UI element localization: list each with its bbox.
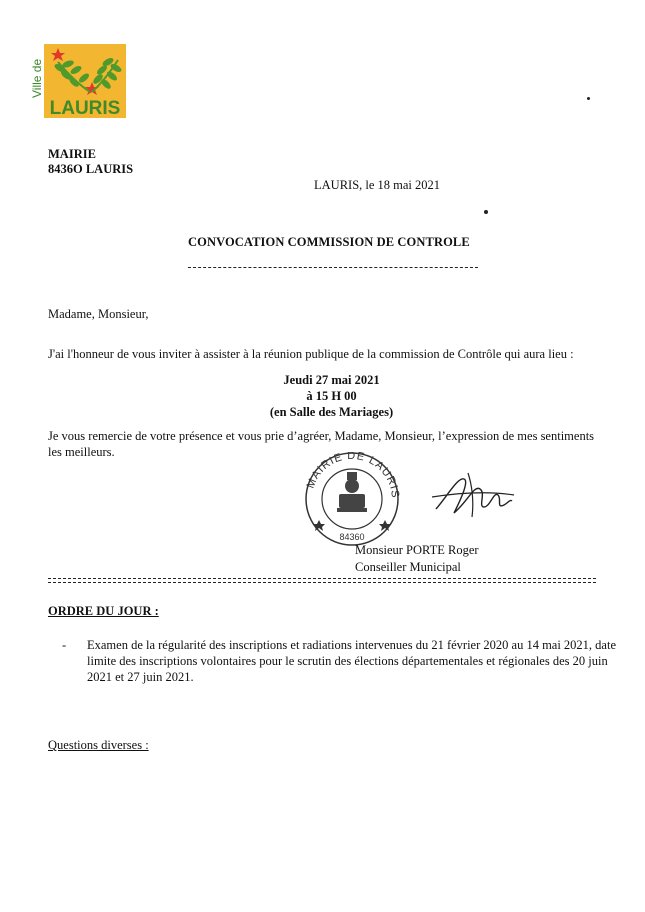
meeting-time: à 15 H 00	[306, 389, 357, 403]
meeting-day: Jeudi 27 mai 2021	[283, 373, 380, 387]
misc-questions: Questions diverses :	[48, 738, 149, 752]
greeting: Madame, Monsieur,	[48, 307, 149, 321]
handwritten-signature	[428, 465, 518, 525]
emblem-icon	[337, 472, 367, 512]
invitation-text: J'ai l'honneur de vous inviter à assister à la réunion publique de la commission de Contrôle qui aura lieu :	[48, 347, 574, 361]
divider	[48, 578, 596, 583]
town-logo	[30, 42, 130, 120]
logo-name: LAURIS	[49, 98, 121, 119]
list-bullet: -	[62, 638, 67, 652]
official-stamp	[297, 452, 407, 547]
agenda-item: Examen de la régularité des inscriptions et radiations intervenues du 21 février 2020 au 14 mai 2021, date limite des inscriptions volontaires pour le scrutin des élections départementales et régionales des 20 juin 2021 et 27 juin 2021.	[87, 638, 617, 684]
agenda-title: ORDRE DU JOUR :	[48, 604, 159, 618]
scan-speck	[484, 210, 488, 214]
signatory-name: Monsieur PORTE Roger	[355, 543, 479, 557]
sender-line: 8436O LAURIS	[48, 162, 134, 176]
sender-address	[48, 147, 133, 177]
logo-small-text: Ville de	[30, 58, 44, 98]
star-icon	[379, 520, 391, 531]
signatory-block	[355, 542, 479, 576]
agenda-list	[62, 637, 622, 685]
signatory-role: Conseiller Municipal	[355, 560, 461, 574]
meeting-place: (en Salle des Mariages)	[269, 405, 394, 419]
date-line: LAURIS, le 18 mai 2021	[314, 178, 441, 192]
document-title: CONVOCATION COMMISSION DE CONTROLE	[188, 235, 470, 249]
meeting-details	[0, 372, 645, 420]
stamp-ring-text: MAIRIE DE LAURIS	[304, 452, 402, 500]
star-icon	[313, 520, 325, 531]
sender-line: MAIRIE	[48, 147, 96, 161]
stamp-postcode: 84360	[339, 532, 365, 542]
divider	[188, 267, 478, 268]
closing-text: Je vous remercie de votre présence et vous prie d’agréer, Madame, Monsieur, l’expression de mes sentiments les meilleurs.	[48, 429, 595, 459]
scan-speck	[587, 97, 590, 100]
